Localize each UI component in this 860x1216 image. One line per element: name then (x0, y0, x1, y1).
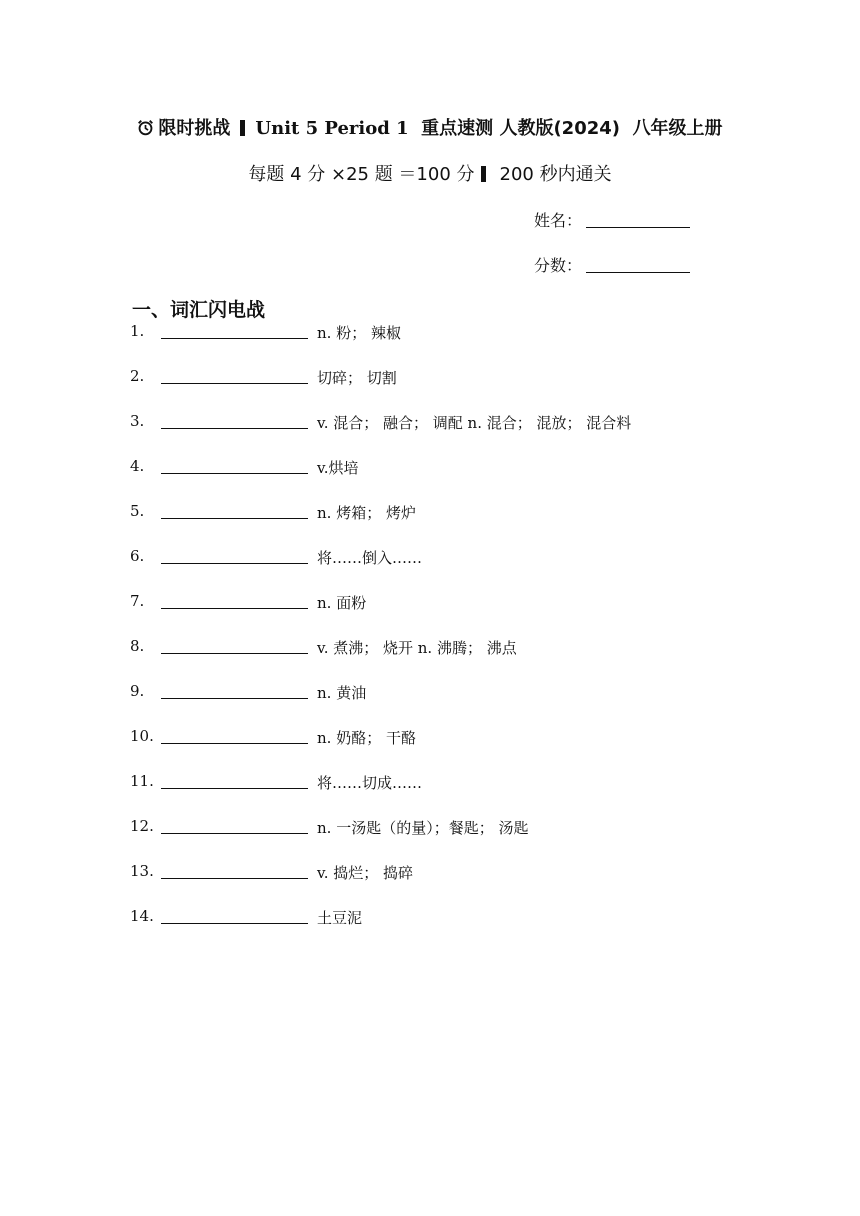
answer-blank[interactable] (161, 878, 308, 879)
score-field[interactable] (534, 253, 690, 276)
item-meaning: 将……切成…… (317, 774, 423, 792)
item-meaning: v. 捣烂； 捣碎 (317, 864, 413, 882)
item-number: 5. (130, 502, 145, 520)
item-meaning: n. 一汤匙（的量）；餐匙； 汤匙 (317, 819, 529, 837)
item-number: 11. (130, 772, 154, 790)
item-meaning: v. 煮沸； 烧开 n. 沸腾； 沸点 (317, 639, 517, 657)
title-unit: Unit 5 Period 1 (255, 118, 409, 139)
alarm-clock-icon (137, 119, 154, 136)
page-title (0, 114, 860, 140)
item-number: 2. (130, 367, 145, 385)
scoring-rule-text: 每题 4 分 ×25 题 ＝100 分 (248, 164, 475, 185)
section-title: 一、词汇闪电战 (132, 299, 266, 321)
scoring-rule (0, 160, 860, 186)
item-meaning: 将……倒入…… (317, 549, 423, 567)
title-grade: 八年级上册 (632, 118, 723, 139)
name-label: 姓名： (534, 211, 583, 230)
answer-blank[interactable] (161, 788, 308, 789)
answer-blank[interactable] (161, 383, 308, 384)
score-blank-line[interactable] (586, 258, 690, 273)
answer-blank[interactable] (161, 608, 308, 609)
answer-blank[interactable] (161, 518, 308, 519)
item-number: 3. (130, 412, 145, 430)
item-number: 13. (130, 862, 154, 880)
item-number: 10. (130, 727, 154, 745)
title-topic: 重点速测 (421, 118, 494, 139)
item-number: 8. (130, 637, 145, 655)
item-number: 7. (130, 592, 145, 610)
item-number: 6. (130, 547, 145, 565)
item-meaning: 切碎； 切割 (317, 369, 397, 387)
item-number: 14. (130, 907, 154, 925)
item-meaning: v.烘培 (317, 459, 359, 477)
answer-blank[interactable] (161, 428, 308, 429)
item-number: 4. (130, 457, 145, 475)
item-meaning: n. 面粉 (317, 594, 367, 612)
item-meaning: n. 烤箱； 烤炉 (317, 504, 416, 522)
answer-blank[interactable] (161, 653, 308, 654)
item-number: 1. (130, 322, 145, 340)
title-edition-name: 人教版(2024) (499, 118, 621, 139)
answer-blank[interactable] (161, 338, 308, 339)
answer-blank[interactable] (161, 698, 308, 699)
item-meaning: n. 黄油 (317, 684, 367, 702)
item-number: 9. (130, 682, 145, 700)
item-number: 12. (130, 817, 154, 835)
answer-blank[interactable] (161, 563, 308, 564)
title-separator-bar (240, 120, 245, 136)
score-label: 分数： (534, 256, 583, 275)
answer-blank[interactable] (161, 923, 308, 924)
answer-blank[interactable] (161, 833, 308, 834)
item-meaning: v. 混合； 融合； 调配 n. 混合； 混放； 混合料 (317, 414, 632, 432)
answer-blank[interactable] (161, 473, 308, 474)
item-meaning: n. 奶酪； 干酪 (317, 729, 416, 747)
answer-blank[interactable] (161, 743, 308, 744)
name-blank-line[interactable] (586, 213, 690, 228)
time-limit-text: 200 秒内通关 (499, 164, 612, 185)
subtitle-separator-bar (481, 166, 486, 182)
title-label: 限时挑战 (158, 118, 231, 139)
name-field[interactable] (534, 208, 690, 231)
item-meaning: 土豆泥 (317, 909, 363, 927)
item-meaning: n. 粉； 辣椒 (317, 324, 401, 342)
